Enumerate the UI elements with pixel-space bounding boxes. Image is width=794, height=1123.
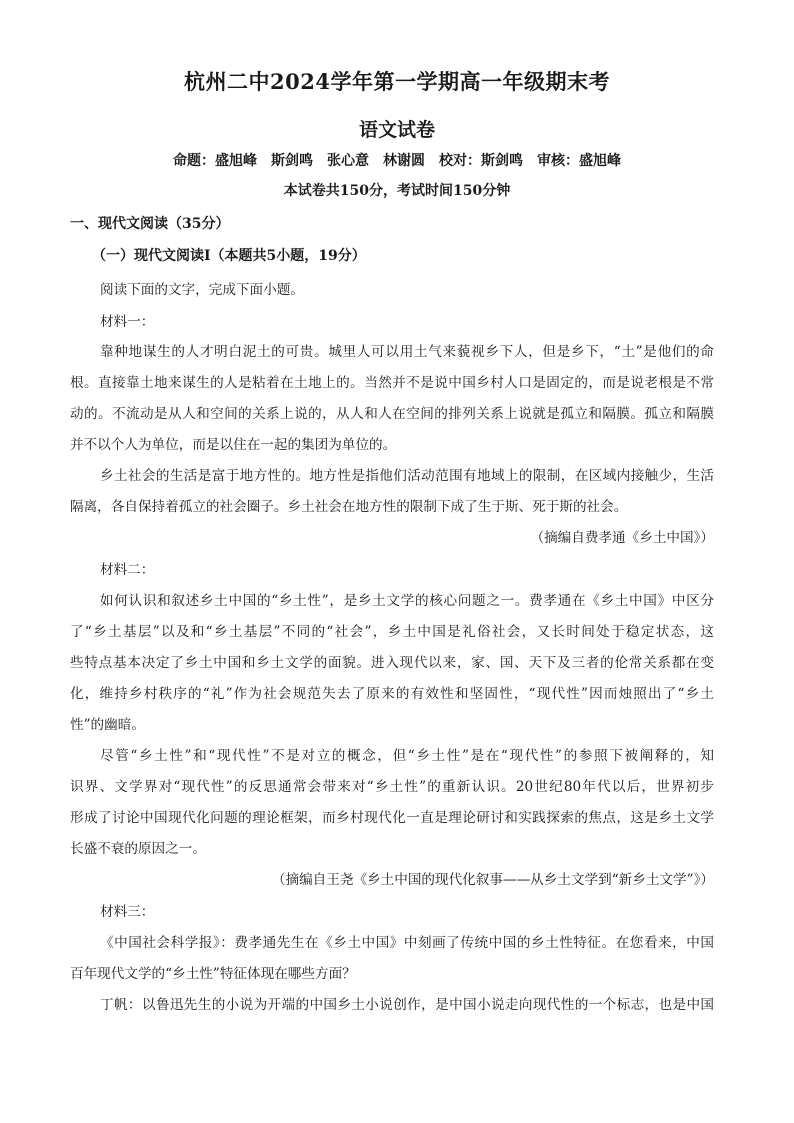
material-2-line: 了“乡土基层”以及和“乡土基层”不同的“社会”，乡土中国是礼俗社会，又长时间处于稳定状态，这: [70, 624, 714, 640]
material-2-line: 形成了讨论中国现代化问题的理论框架，而乡村现代化一直是理论研讨和实践探索的焦点，这是乡土文学: [70, 810, 714, 826]
material-2-line: 尽管“乡土性”和“现代性”不是对立的概念，但“乡土性”是在“现代性”的参照下被阐释的，知: [100, 748, 714, 764]
material-1-label: 材料一：: [100, 314, 155, 330]
material-1-line: 根。直接靠土地来谋生的人是粘着在土地上的。当然并不是说中国乡村人口是固定的，而是说老根是不常: [70, 375, 714, 391]
material-1-line: 并不以个人为单位，而是以住在一起的集团为单位的。: [70, 437, 397, 453]
material-3-line: 《中国社会科学报》：费孝通先生在《乡土中国》中刻画了传统中国的乡土性特征。在您看来，中国: [100, 935, 714, 951]
material-1-line: 靠种地谋生的人才明白泥土的可贵。城里人可以用土气来藐视乡下人，但是乡下，“土”是他们的命: [100, 344, 714, 360]
material-2-source: （摘编自王尧《乡土中国的现代化叙事——从乡土文学到“新乡土文学”》）: [271, 872, 714, 888]
material-3-line: 百年现代文学的“乡土性”特征体现在哪些方面？: [70, 966, 356, 982]
exam-subtitle: 语文试卷: [358, 119, 435, 141]
material-2-line: 些特点基本决定了乡土中国和乡土文学的面貌。进入现代以来，家、国、天下及三者的伦常关系都在变: [70, 655, 714, 671]
material-3-label: 材料三：: [100, 904, 155, 920]
material-2-line: 性”的幽暗。: [70, 717, 145, 733]
material-1-line: 乡土社会的生活是富于地方性的。地方性是指他们活动范围有地域上的限制，在区域内接触少，生活: [100, 468, 714, 484]
material-1-line: 隔离，各自保持着孤立的社会圈子。乡土社会在地方性的限制下成了生于斯、死于斯的社会。: [70, 499, 628, 515]
instruction-text: 阅读下面的文字，完成下面小题。: [100, 282, 304, 298]
author-line: 命题：盛旭峰 斯剑鸣 张心意 林谢圆 校对：斯剑鸣 审核：盛旭峰: [173, 153, 621, 169]
material-2-line: 化，维持乡村秩序的“礼”作为社会规范失去了原来的有效性和坚固性，“现代性”因而烛照出了“乡土: [70, 686, 714, 702]
section-heading: 一、现代文阅读（35分）: [70, 216, 230, 232]
material-2-line: 识界、文学界对“现代性”的反思通常会带来对“乡土性”的重新认识。20世纪80年代以后，世界初步: [70, 779, 714, 795]
material-2-label: 材料二：: [100, 562, 155, 578]
exam-title: 杭州二中2024学年第一学期高一年级期末考: [184, 69, 610, 94]
material-1-line: 动的。不流动是从人和空间的关系上说的，从人和人在空间的排列关系上说就是孤立和隔膜。孤立和隔膜: [70, 406, 714, 422]
material-3-line: 丁帆：以鲁迅先生的小说为开端的中国乡土小说创作，是中国小说走向现代性的一个标志，也是中国: [100, 997, 714, 1013]
material-2-line: 如何认识和叙述乡土中国的“乡土性”，是乡土文学的核心问题之一。费孝通在《乡土中国》中区分: [100, 593, 714, 609]
section-subheading: （一）现代文阅读Ⅰ（本题共5小题，19分）: [92, 248, 366, 264]
exam-info: 本试卷共150分，考试时间150分钟: [283, 183, 511, 199]
material-2-line: 长盛不衰的原因之一。: [70, 841, 206, 857]
material-1-source: （摘编自费孝通《乡土中国》）: [530, 530, 714, 546]
